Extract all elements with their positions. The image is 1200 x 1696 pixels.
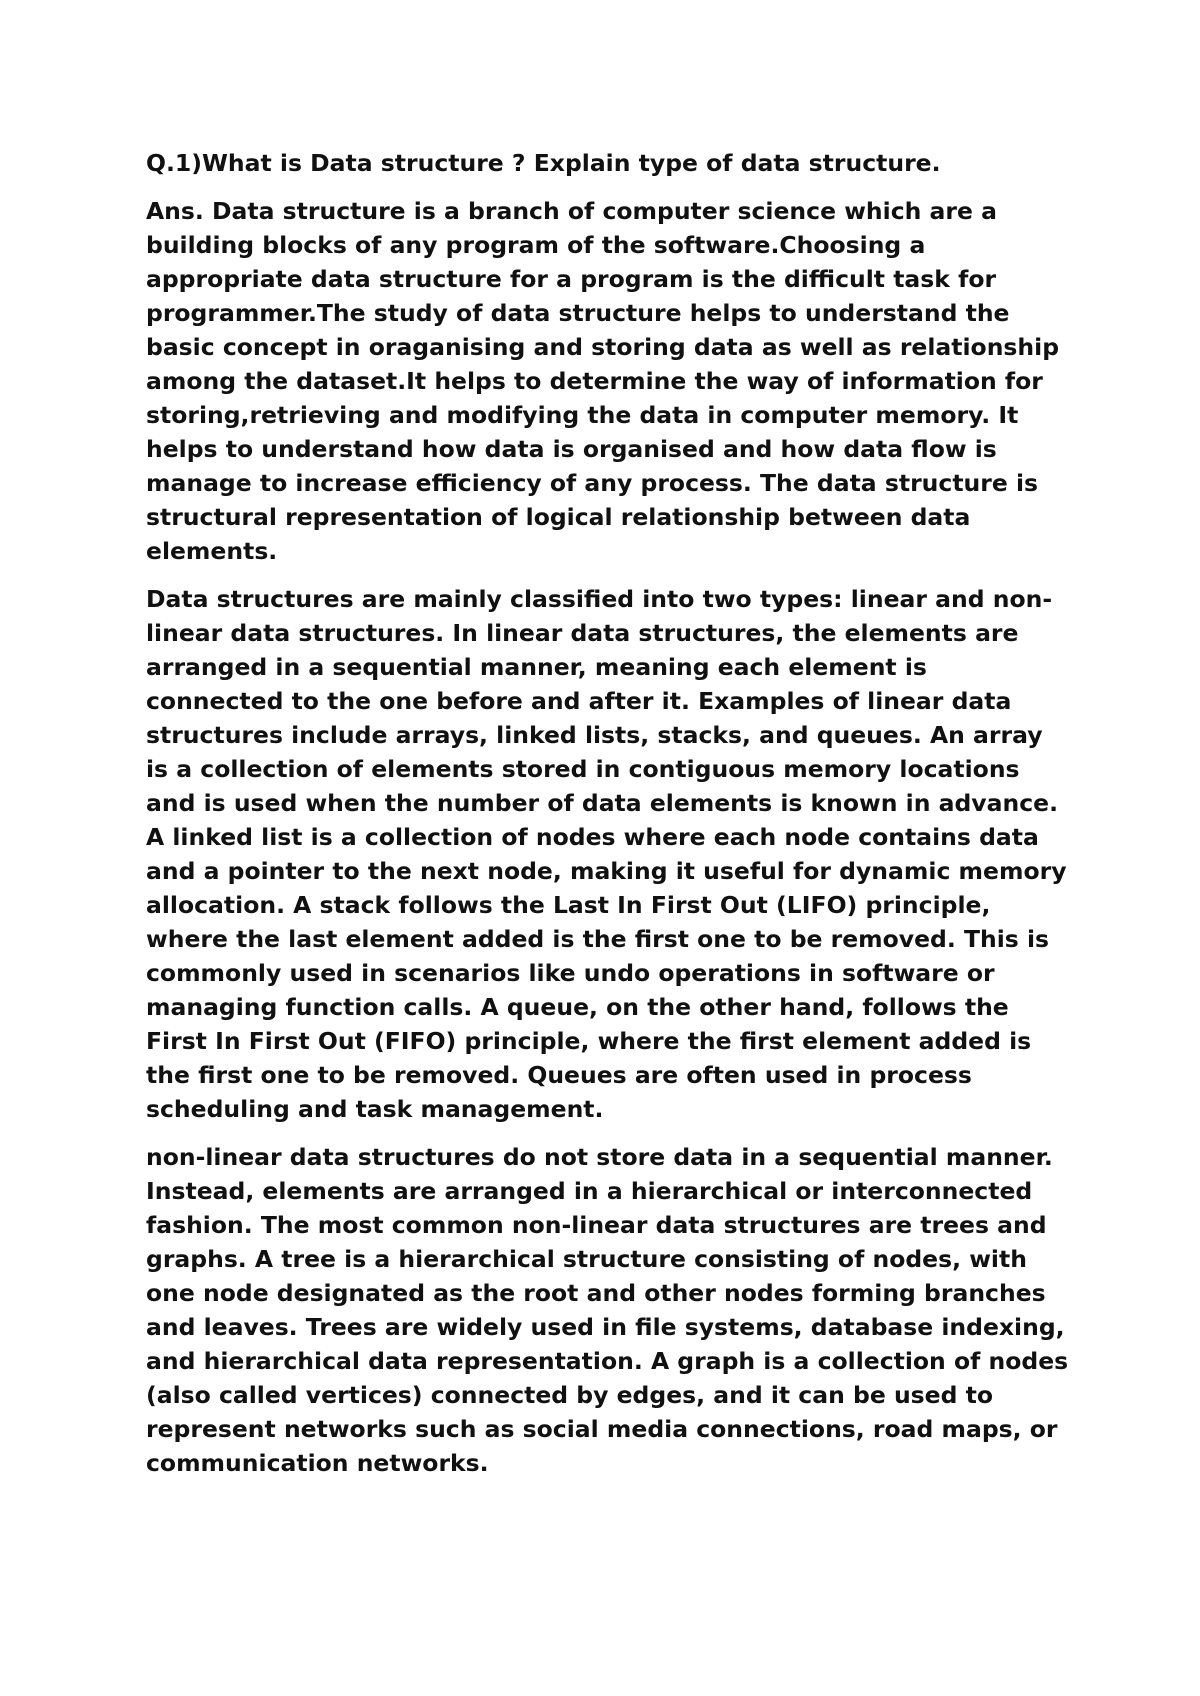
answer-paragraph-linear: Data structures are mainly classified into two types: linear and non-linear data structures. In linear data structures, the elements are arranged in a sequential manner, meaning each element is connected to the one before and after it. Examples of linear data structures include arrays, linked lists, stacks, and queues. An array is a collection of elements stored in contiguous memory locations and is used when the number of data elements is known in advance. A linked list is a collection of nodes where each node contains data and a pointer to the next node, making it useful for dynamic memory allocation. A stack follows the Last In First Out (LIFO) principle, where the last element added is the first one to be removed. This is commonly used in scenarios like undo operations in software or managing function calls. A queue, on the other hand, follows the First In First Out (FIFO) principle, where the first element added is the first one to be removed. Queues are often used in process scheduling and task management. — [146, 585, 1067, 1123]
answer-paragraph-intro: Ans. Data structure is a branch of computer science which are a building blocks of any program of the software.Choosing a appropriate data structure for a program is the difficult task for programmer.The study of data structure helps to understand the basic concept in oraganising and storing data as well as relationship among the dataset.It helps to determine the way of information for storing,retrieving and modifying the data in computer memory. It helps to understand how data is organised and how data flow is manage to increase efficiency of any process. The data structure is structural representation of logical relationship between data elements. — [146, 197, 1060, 565]
document-body — [146, 146, 1071, 1494]
answer-paragraph-non-linear: non-linear data structures do not store data in a sequential manner. Instead, elements are arranged in a hierarchical or interconnected fashion. The most common non-linear data structures are trees and graphs. A tree is a hierarchical structure consisting of nodes, with one node designated as the root and other nodes forming branches and leaves. Trees are widely used in file systems, database indexing, and hierarchical data representation. A graph is a collection of nodes (also called vertices) connected by edges, and it can be used to represent networks such as social media connections, road maps, or communication networks. — [146, 1143, 1069, 1477]
question-heading: Q.1)What is Data structure ? Explain type of data structure. — [146, 149, 941, 177]
